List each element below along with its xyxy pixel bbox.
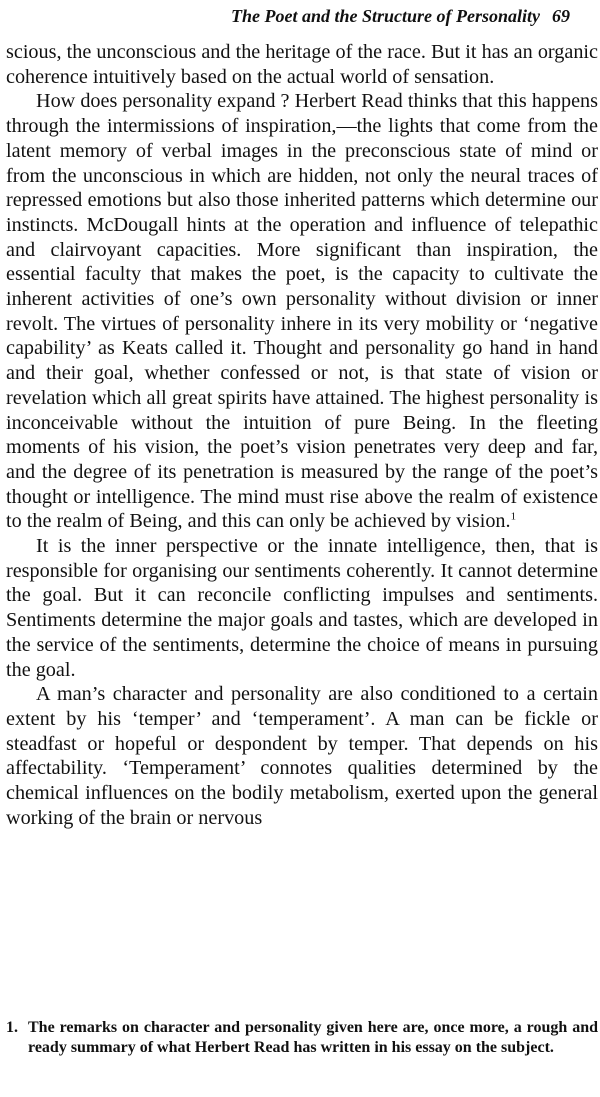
page-number: 69 — [552, 6, 570, 26]
paragraph-temper-temperament: A man’s character and personality are also conditioned to a certain extent by his ‘temper’ and ‘temperament’. A man can be fickle or steadfast or hopeful or despondent by temper. That depends on his affectability. ‘Temperament’ connotes qualities determined by the chemical influences on the bodily metabolism, exerted upon the general working of the brain or nervous — [6, 683, 598, 829]
footnote-number: 1. — [6, 1019, 18, 1036]
footnote-reference[interactable]: 1 — [510, 510, 517, 523]
footnote — [6, 1018, 598, 1058]
chapter-title: The Poet and the Structure of Personality — [230, 6, 540, 26]
footnote-text: The remarks on character and personality given here are, once more, a rough and ready summary of what Herbert Read has written in his essay on the subject. — [28, 1019, 598, 1056]
body-text — [6, 40, 598, 831]
paragraph-continued: scious, the unconscious and the heritage of the race. But it has an organic coherence intuitively based on the actual world of sensation. — [6, 41, 598, 88]
running-head — [231, 6, 570, 27]
paragraph-text: How does personality expand ? Herbert Read thinks that this happens through the intermissions of inspiration,—the lights that come from the latent memory of verbal images in the preconscious state of mind or from the unconscious in which are hidden, not only the neural traces of repressed emotions but also those inherited patterns which determine our instincts. McDougall hints at the operation and influence of telepathic and clairvoyant capacities. More significant than inspiration, the essential faculty that makes the poet, is the capacity to cultivate the inherent activities of one’s own personality without division or inner revolt. The virtues of personality inhere in its very mobility or ‘negative capability’ as Keats called it. Thought and personality go hand in hand and their goal, whether confessed or not, is that state of vision or revelation which all great spirits have attained. The highest personality is inconceivable without the intuition of pure Being. In the fleeting moments of his vision, the poet’s vision penetrates very deep and far, and the degree of its penetration is measured by the range of the poet’s thought or intelligence. The mind must rise above the realm of existence to the realm of Being, and this can only be achieved by vision. — [6, 90, 598, 533]
paragraph-inner-perspective: It is the inner perspective or the innate intelligence, then, that is responsible for organising our sentiments coherently. It cannot determine the goal. But it can reconcile conflicting impulses and sentiments. Sentiments determine the major goals and tastes, which are developed in the service of the sentiments, determine the choice of means in pursuing the goal. — [6, 535, 598, 681]
paragraph-personality-expansion — [6, 89, 598, 534]
